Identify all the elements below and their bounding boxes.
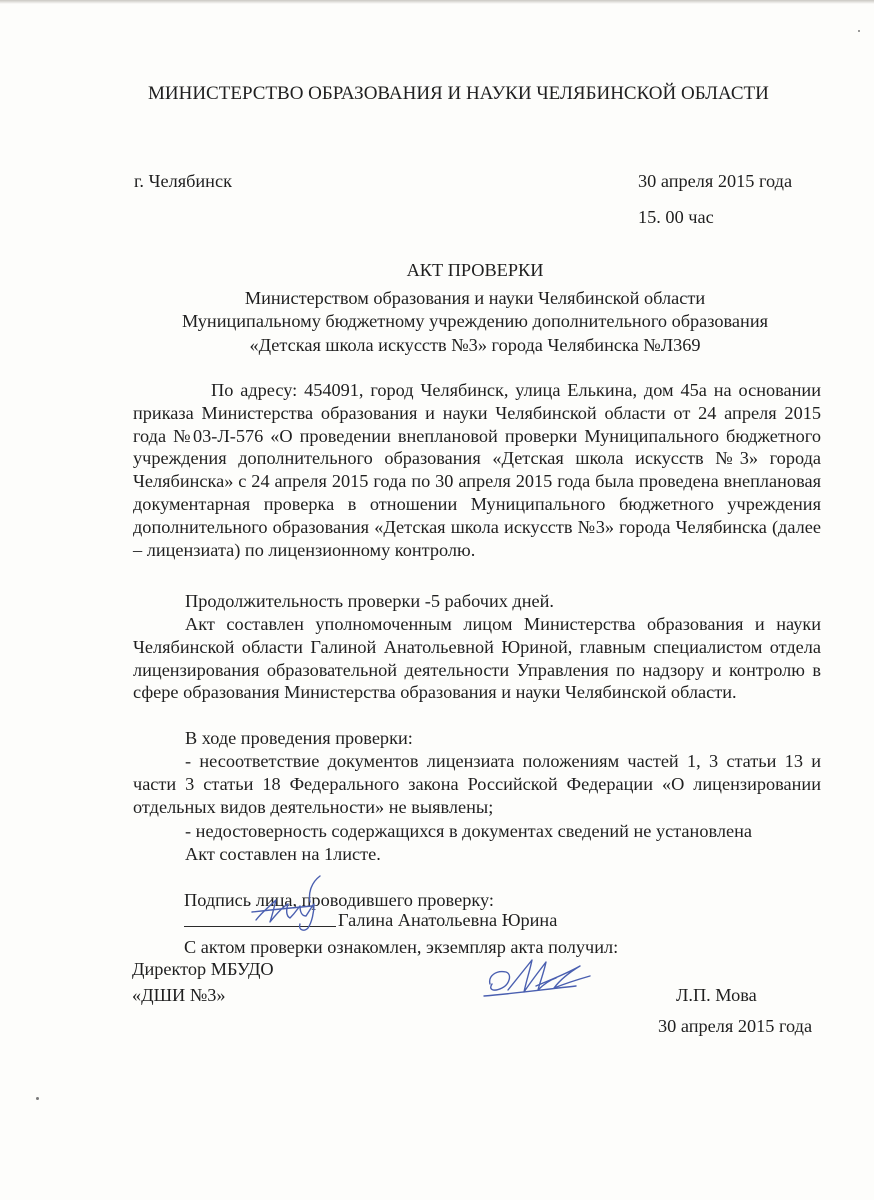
- inspector-name: Галина Анатольевна Юрина: [338, 910, 558, 930]
- document-title: АКТ ПРОВЕРКИ: [406, 260, 544, 280]
- document-date: 30 апреля 2015 года: [638, 171, 793, 191]
- inspector-signature-label: Подпись лица, проводившего проверку:: [184, 890, 494, 910]
- director-title-line-2: «ДШИ №3»: [132, 985, 226, 1005]
- compiled-by-block: [133, 613, 821, 704]
- document-time: 15. 00 час: [638, 207, 714, 227]
- during-block: [133, 727, 821, 750]
- sheets-block: [133, 843, 821, 866]
- duration-paragraph: Продолжительность проверки -5 рабочих дней.: [185, 591, 554, 611]
- director-name: Л.П. Мова: [676, 985, 757, 1005]
- scan-top-edge: [0, 0, 874, 4]
- main-paragraph: По адресу: 454091, город Челябинск, улица Елькина, дом 45а на основании приказа Министерства образования и науки Челябинской области от 24 апреля 2015 года №03-Л-576 «О проведении внеплановой проверки Муниципального бюджетного учреждения дополнительного образования «Детская школа искусств №3» города Челябинска» с 24 апреля 2015 года по 30 апреля 2015 года была проведена внеплановая документарная проверка в отношении Муниципального бюджетного учреждения дополнительного образования «Детская школа искусств №3» города Челябинска (далее – лицензиата) по лицензионному контролю.: [133, 380, 821, 560]
- finding-1-paragraph: - несоответствие документов лицензиата положениям частей 1, 3 статьи 13 и части 3 статьи 18 Федерального закона Российской Федерации «О лицензировании отдельных видов деятельности» не выявлены;: [133, 751, 821, 817]
- acknowledgement-text: С актом проверки ознакомлен, экземпляр акта получил:: [184, 937, 619, 957]
- finding-2-paragraph: - недостоверность содержащихся в документах сведений не установлена: [185, 821, 752, 841]
- inspector-signature: [250, 872, 350, 934]
- final-date: 30 апреля 2015 года: [658, 1016, 813, 1036]
- sheets-paragraph: Акт составлен на 1листе.: [185, 844, 381, 864]
- scan-speck: [36, 1097, 39, 1100]
- title-line-2: Муниципальному бюджетному учреждению дополнительного образования: [181, 311, 769, 331]
- duration-block: [133, 590, 821, 613]
- director-title-line-1: Директор МБУДО: [132, 959, 274, 979]
- finding-2-block: [133, 820, 821, 843]
- main-paragraph-block: [133, 379, 821, 561]
- during-paragraph: В ходе проведения проверки:: [185, 728, 413, 748]
- title-line-3: «Детская школа искусств №3» города Челябинска №Л369: [249, 335, 701, 355]
- document-city: г. Челябинск: [134, 171, 232, 191]
- title-line-1: Министерством образования и науки Челябинской области: [244, 288, 706, 308]
- finding-1-block: [133, 750, 821, 818]
- compiled-by-paragraph: Акт составлен уполномоченным лицом Министерства образования и науки Челябинской области Галиной Анатольевной Юриной, главным специалистом отдела лицензирования образовательной деятельности Управления по надзору и контролю в сфере образования Министерства образования и науки Челябинской области.: [133, 614, 821, 703]
- ministry-header: МИНИСТЕРСТВО ОБРАЗОВАНИЯ И НАУКИ ЧЕЛЯБИНСКОЙ ОБЛАСТИ: [148, 83, 769, 104]
- director-signature: [480, 950, 620, 1006]
- scan-speck: [858, 30, 860, 32]
